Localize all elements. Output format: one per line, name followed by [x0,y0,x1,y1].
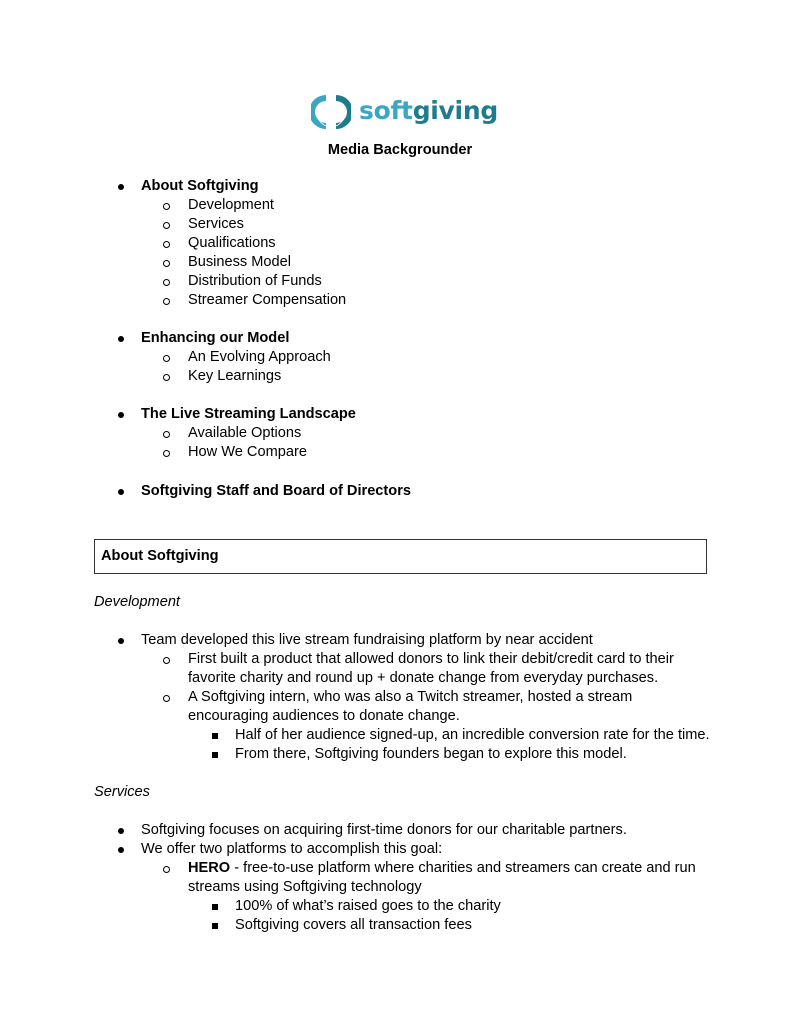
toc-sub-services: Services [188,216,244,232]
toc-sub-options: Available Options [188,425,302,441]
development-subsub2: From there, Softgiving founders began to explore this model. [235,746,627,762]
development-subheading: Development [94,594,180,610]
softgiving-logo-icon [311,93,351,131]
toc-item-enhancing: Enhancing our Model [141,330,290,346]
logo-soft: soft [359,96,413,125]
section-heading-box [94,539,707,574]
hero-sub1: 100% of what’s raised goes to the charity [235,898,501,914]
hero-sub2: Softgiving covers all transaction fees [235,917,472,933]
toc-sub-learnings: Key Learnings [188,368,282,384]
services-hero-line2: streams using Softgiving technology [188,879,422,895]
toc-sub-evolving: An Evolving Approach [188,349,331,365]
softgiving-logo [311,93,498,131]
development-sub2-line1: A Softgiving intern, who was also a Twitch streamer, hosted a stream [188,689,633,705]
services-bullet1: Softgiving focuses on acquiring first-time donors for our charitable partners. [141,822,627,838]
toc-sub-compare: How We Compare [188,444,307,460]
toc-item-staff: Softgiving Staff and Board of Directors [141,483,411,499]
services-subheading: Services [94,784,150,800]
development-subsub1: Half of her audience signed-up, an incredible conversion rate for the time. [235,727,710,743]
development-bullet: Team developed this live stream fundraising platform by near accident [141,632,593,648]
services-hero-line1 [188,860,696,876]
development-sub1-line2: favorite charity and round up + donate change from everyday purchases. [188,670,659,686]
toc-sub-compensation: Streamer Compensation [188,292,347,308]
toc-sub-development: Development [188,197,274,213]
section-heading: About Softgiving [101,548,219,564]
toc-sub-distribution: Distribution of Funds [188,273,322,289]
development-sub2-line2: encouraging audiences to donate change. [188,708,460,724]
services-bullet2: We offer two platforms to accomplish this goal: [141,841,443,857]
toc-sub-qualifications: Qualifications [188,235,276,251]
toc-item-about: About Softgiving [141,178,259,194]
hero-label: HERO [188,860,231,876]
logo-wordmark [359,94,498,128]
hero-description: - free-to-use platform where charities and streamers can create and run [230,860,696,876]
toc-item-landscape: The Live Streaming Landscape [141,406,356,422]
page-title: Media Backgrounder [327,142,473,158]
logo-giving: giving [412,96,498,125]
development-sub1-line1: First built a product that allowed donors to link their debit/credit card to their [188,651,674,667]
toc-sub-business-model: Business Model [188,254,292,270]
